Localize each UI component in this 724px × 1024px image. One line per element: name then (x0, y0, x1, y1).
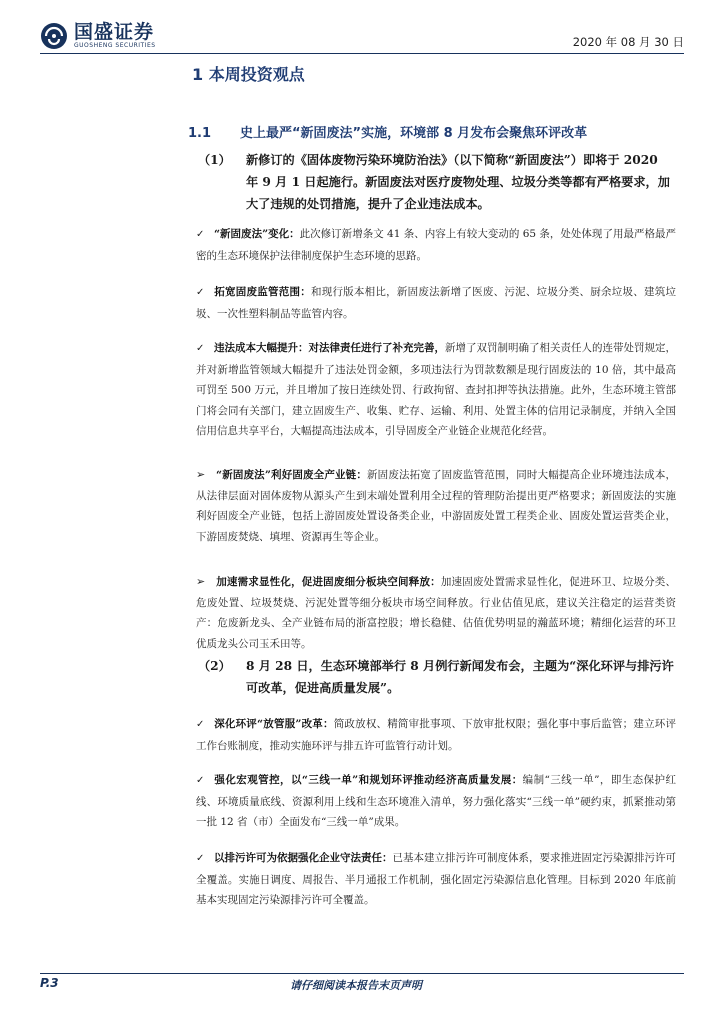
key-point-1 (198, 149, 674, 215)
check-icon: ✓ (196, 287, 205, 298)
bullet-text: 此次修订新增条文 41 条、内容上有较大变动的 65 条，处处体现了用最严格最严密的生态环境保护法律制度保护生态环境的思路。 (196, 228, 676, 262)
page-header (0, 0, 724, 60)
bullet-item (196, 572, 676, 654)
bullet-lead: “新固废法”利好固废全产业链： (216, 469, 367, 481)
bullet-lead: 违法成本大幅提升：对法律责任进行了补充完善， (214, 342, 445, 354)
arrow-icon: ➢ (196, 468, 206, 481)
footer-disclaimer: 请仔细阅读本报告末页声明 (290, 979, 422, 992)
point-number: （2） (198, 659, 231, 673)
bullet-item (196, 848, 676, 911)
bullet-lead: “新固废法”变化： (214, 228, 300, 240)
page-number: P.3 (40, 976, 59, 990)
bullet-item (196, 465, 676, 547)
bullet-text: 简政放权、精简审批事项、下放审批权限；强化事中事后监管；建立环评工作台账制度，推动实施环评与排五许可监管行动计划。 (196, 718, 676, 752)
section-title: 1 本周投资观点 (192, 65, 305, 84)
point-text: 新修订的《固体废物污染环境防治法》（以下简称“新固废法”）即将于 2020 年 9 月 1 日起施行。新固废法对医疗废物处理、垃圾分类等都有严格要求，加大了违规的处罚措施，提升了企业违法成本。 (246, 153, 670, 211)
bullet-text: 加速固废处置需求显性化，促进环卫、垃圾分类、危废处置、垃圾焚烧、污泥处置等细分板块市场空间释放。行业估值见底，建议关注稳定的运营类资产：危废新龙头、全产业链布局的浙富控股；增长稳健、估值优势明显的瀚蓝环境；精细化运营的环卫优质龙头公司玉禾田等。 (196, 576, 677, 650)
report-date: 2020 年 08 月 30 日 (572, 35, 684, 49)
check-icon: ✓ (196, 229, 205, 240)
logo-name-en: GUOSHENG SECURITIES (74, 42, 156, 49)
bullet-lead: 强化宏观管控，以“三线一单”和规划环评推动经济高质量发展： (214, 774, 523, 786)
bullet-text: 已基本建立排污许可制度体系，要求推进固定污染源排污许可全覆盖。实施日调度、周报告、半月通报工作机制，强化固定污染源信息化管理。目标到 2020 年底前基本实现固定污染源排污许可全覆盖。 (196, 852, 676, 906)
logo-icon (40, 22, 68, 50)
bullet-text: 和现行版本相比，新固废法新增了医废、污泥、垃圾分类、厨余垃圾、建筑垃圾、一次性塑料制品等监管内容。 (196, 286, 677, 320)
logo-name-cn: 国盛证券 (74, 21, 155, 43)
bullet-item (196, 338, 676, 442)
bullet-item (196, 770, 676, 833)
bullet-lead: 拓宽固废监管范围： (214, 286, 311, 298)
check-icon: ✓ (196, 775, 205, 786)
key-point-2 (198, 655, 674, 699)
bullet-text: 编制“三线一单”，即生态保护红线、环境质量底线、资源利用上线和生态环境准入清单，努力强化落实“三线一单”硬约束，抓紧推动第一批 12 省（市）全面发布“三线一单”成果。 (196, 774, 676, 828)
bullet-item (196, 282, 676, 324)
point-number: （1） (198, 153, 231, 167)
subsection-number: 1.1 (188, 126, 212, 141)
point-text: 8 月 28 日，生态环境部举行 8 月例行新闻发布会，主题为“深化环评与排污许可改革，促进高质量发展”。 (246, 659, 674, 695)
check-icon: ✓ (196, 719, 205, 730)
check-icon: ✓ (196, 343, 205, 354)
header-divider (40, 53, 684, 54)
bullet-text: 新固废法拓宽了固废监管范围，同时大幅提高企业环境违法成本，从法律层面对固体废物从源头产生到末端处置利用全过程的管理防治提出更严格要求；新固废法的实施利好固废全产业链，包括上游固废处置设备类企业，中游固废处置工程类企业、固废处置运营类企业，下游固废焚烧、填埋、资源再生等企业。 (196, 469, 676, 543)
company-logo (40, 22, 156, 50)
footer-divider (40, 973, 684, 974)
bullet-lead: 以排污许可为依据强化企业守法责任： (214, 852, 393, 864)
bullet-lead: 加速需求显性化，促进固废细分板块空间释放： (216, 576, 441, 588)
bullet-item (196, 714, 676, 756)
bullet-item (196, 224, 676, 266)
check-icon: ✓ (196, 853, 205, 864)
bullet-lead: 深化环评“放管服”改革： (214, 718, 334, 730)
arrow-icon: ➢ (196, 575, 206, 588)
subsection-text: 史上最严“新固废法”实施，环境部 8 月发布会聚焦环评改革 (240, 126, 588, 141)
bullet-text: 新增了双罚制明确了相关责任人的连带处罚规定，并对新增监管领域大幅提升了违法处罚金额，多项违法行为罚款数额是现行固废法的 10 倍，其中最高可罚至 500 万元，并且增加了按日连续处罚、行政拘留、查封扣押等执法措施。此外，生态环境主管部门将会同有关部门，建立固废生产、收集、贮存、运输、利用、处置主体的信用记录制度，并纳入全国信用信息共享平台，大幅提高违法成本，引导固废全产业链企业规范化经营。 (196, 342, 676, 437)
subsection-title (188, 122, 587, 141)
